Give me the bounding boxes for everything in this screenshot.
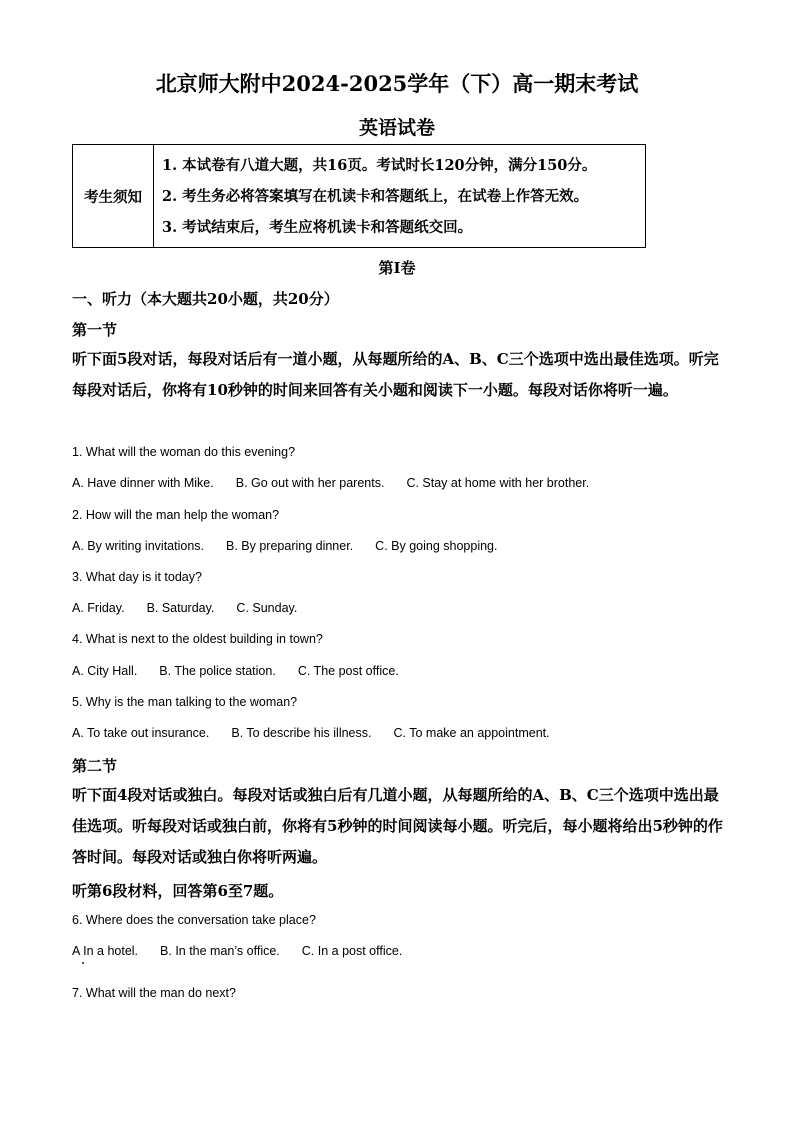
exam-subtitle: 英语试卷: [358, 117, 435, 139]
option: C. By going shopping.: [375, 539, 498, 553]
option: C. In a post office.: [301, 944, 403, 958]
question-options: [72, 726, 572, 740]
option: C. To make an appointment.: [393, 726, 550, 740]
option: C. The post office.: [297, 664, 399, 678]
part2-label: 第二节: [72, 757, 118, 775]
section-heading: 一、听力（本大题共20小题，共20分）: [72, 290, 339, 308]
option: A. City Hall.: [72, 664, 138, 678]
part1-label: 第一节: [72, 321, 118, 339]
option: C. Sunday.: [236, 601, 298, 615]
option: A. To take out insurance.: [72, 726, 210, 740]
question-options: [72, 601, 319, 615]
question-text: 4. What is next to the oldest building in town?: [72, 632, 323, 646]
material-instruction: 听第6段材料，回答第6至7题。: [72, 882, 284, 900]
question-options: [72, 539, 519, 553]
exam-title: 北京师大附中2024-2025学年（下）高一期末考试: [155, 71, 639, 96]
option: B. The police station.: [159, 664, 276, 678]
question-text: 7. What will the man do next?: [72, 986, 236, 1000]
question-options: [72, 664, 421, 678]
question-options: [72, 476, 611, 490]
option: B. By preparing dinner.: [226, 539, 354, 553]
option: A In a hotel.: [72, 944, 139, 958]
part2-instruction: 听下面4段对话或独白。每段对话或独白后有几道小题，从每题所给的A、B、C三个选项中选出最佳选项。听每段对话或独白前，你将有5秒钟的时间阅读每小题。听完后，每小题将给出5秒钟的作答时间。每段对话或独白你将听两遍。: [72, 786, 723, 866]
question-text: 2. How will the man help the woman?: [72, 508, 280, 522]
question-text: 6. Where does the conversation take place?: [72, 913, 316, 927]
option: A. Friday.: [72, 601, 125, 615]
option: A. By writing invitations.: [72, 539, 204, 553]
part1-instruction: 听下面5段对话，每段对话后有一道小题，从每题所给的A、B、C三个选项中选出最佳选项。听完每段对话后，你将有10秒钟的时间来回答有关小题和阅读下一小题。每段对话你将听一遍。: [72, 350, 719, 399]
question-text: 3. What day is it today?: [72, 570, 202, 584]
notice-items: [154, 145, 646, 248]
option: A. Have dinner with Mike.: [72, 476, 214, 490]
notice-item: 2. 考生务必将答案填写在机读卡和答题纸上，在试卷上作答无效。: [162, 187, 589, 205]
notice-item: 3. 考试结束后，考生应将机读卡和答题纸交回。: [162, 218, 473, 236]
candidate-notice-table: [72, 144, 646, 248]
question-options: [72, 944, 424, 958]
option: B. In the man’s office.: [160, 944, 280, 958]
volume-heading: 第Ⅰ卷: [378, 259, 416, 277]
option: C. Stay at home with her brother.: [406, 476, 590, 490]
notice-label: 考生须知: [73, 145, 154, 248]
question-text: 1. What will the woman do this evening?: [72, 445, 296, 459]
notice-item: 1. 本试卷有八道大题，共16页。考试时长120分钟，满分150分。: [162, 156, 597, 174]
option: B. Go out with her parents.: [235, 476, 385, 490]
option: B. Saturday.: [146, 601, 215, 615]
option: B. To describe his illness.: [231, 726, 372, 740]
question-text: 5. Why is the man talking to the woman?: [72, 695, 298, 709]
stray-dot: [82, 962, 84, 964]
